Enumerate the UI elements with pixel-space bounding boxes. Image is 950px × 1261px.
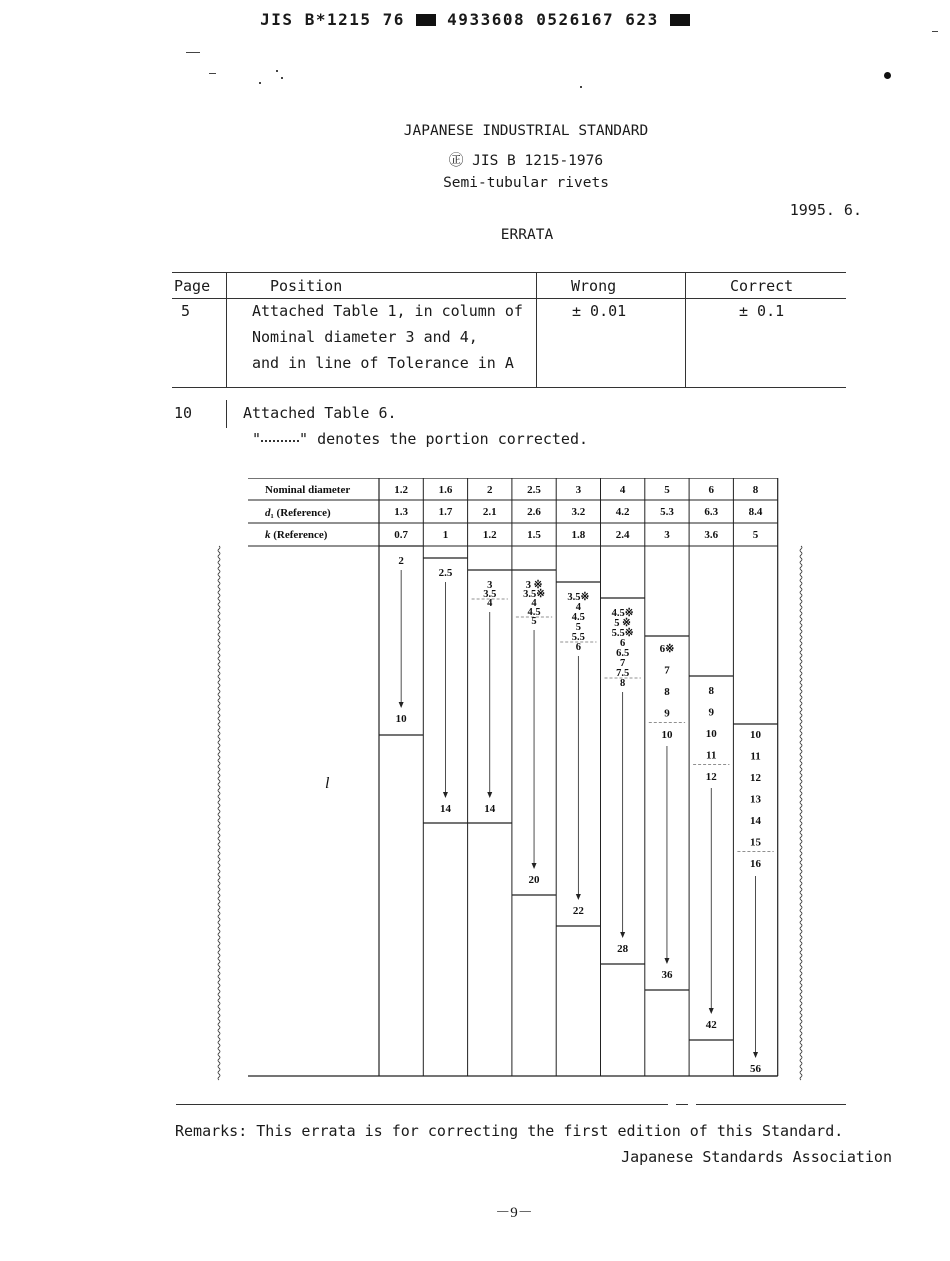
note-text: " denotes the portion corrected.: [299, 430, 589, 448]
table-bottom-rule: [172, 387, 846, 388]
table-top-rule: [172, 272, 846, 273]
footer-rule-segment: [696, 1104, 846, 1105]
label-d1-text: ₁ (Reference): [270, 507, 331, 519]
length-value: 4.5: [527, 607, 541, 618]
length-value: 12: [750, 772, 762, 784]
length-value-max: 14: [439, 803, 451, 815]
length-value: 4: [487, 598, 493, 609]
row1-correct-value: ± 0.1: [739, 302, 785, 320]
header-value: 1.6: [438, 484, 453, 496]
length-value-max: 10: [395, 713, 407, 725]
header-black-block: [416, 14, 436, 26]
header-value: 3.6: [704, 529, 719, 541]
header-value: 0.7: [394, 529, 409, 541]
row1-page: 5: [181, 302, 191, 320]
label-l: l: [325, 775, 330, 792]
label-nominal-diameter: Nominal diameter: [265, 484, 351, 496]
arrow-head-icon: [753, 1052, 758, 1058]
length-value: 10: [750, 729, 762, 741]
association-name: Japanese Standards Association: [621, 1148, 892, 1166]
row2-col-divider: [226, 400, 227, 428]
label-d1-symbol: d: [265, 507, 271, 519]
header-values: [394, 484, 763, 541]
table-col-divider: [685, 272, 686, 388]
length-value-max: 36: [661, 969, 673, 981]
length-value: 2.5: [438, 567, 453, 579]
length-value: 8: [708, 685, 714, 697]
errata-label: ERRATA: [500, 227, 554, 243]
header-value: 2: [487, 484, 493, 496]
length-value: 7: [664, 664, 670, 677]
arrow-head-icon: [399, 702, 404, 708]
standard-name: Semi-tubular rivets: [443, 175, 609, 191]
arrow-head-icon: [709, 1008, 714, 1014]
header-position: Position: [270, 277, 343, 295]
header-value: 1.3: [394, 506, 409, 518]
header-value: 3.2: [571, 506, 586, 518]
length-value: 16: [750, 858, 762, 870]
length-value: 7: [620, 658, 626, 669]
length-value: 10: [661, 729, 673, 741]
length-value: 9: [708, 706, 714, 719]
header-value: 8: [752, 484, 759, 496]
length-value: 6.5: [616, 648, 630, 659]
arrow-head-icon: [620, 932, 625, 938]
length-value: 4: [575, 602, 581, 613]
row1-position-line2: Nominal diameter 3 and 4,: [252, 328, 478, 346]
scan-speck: [209, 73, 216, 74]
arrow-head-icon: [532, 863, 537, 869]
header-value: 8.4: [748, 506, 763, 518]
header-value: 1.7: [438, 506, 453, 518]
header-value: 5.3: [660, 506, 674, 518]
row2-page: 10: [174, 404, 193, 422]
arrow-head-icon: [487, 792, 492, 798]
document-code-header: [0, 10, 950, 29]
header-value: 6.3: [704, 506, 719, 518]
table-wavy-borders: [218, 546, 802, 1080]
header-correct: Correct: [730, 277, 794, 295]
length-value: 3 ※: [525, 580, 543, 591]
header-black-block-end: [670, 14, 690, 26]
length-value: 3.5: [483, 589, 497, 600]
length-value: 3.5※: [567, 592, 590, 603]
label-k-reference: [265, 529, 328, 541]
header-value: 5: [664, 484, 670, 496]
length-value: 6: [620, 638, 626, 649]
length-value: 5.5※: [611, 628, 634, 639]
header-value: 3: [664, 529, 670, 541]
standard-number-text: JIS B 1215-1976: [472, 153, 604, 169]
label-k-text: (Reference): [270, 529, 328, 541]
issue-date: 1995. 6.: [789, 201, 862, 219]
wavy-underline-icon: [261, 436, 299, 442]
length-value: 5.5: [571, 632, 585, 643]
length-value-max: 28: [617, 943, 629, 955]
length-value: 3: [487, 580, 493, 591]
footer-rule-segment: [676, 1104, 688, 1105]
length-value: 3.5※: [523, 589, 546, 600]
table-col-divider: [226, 272, 227, 388]
scan-speck: [580, 86, 582, 88]
length-value: 5: [531, 616, 537, 627]
table-header-rule: [172, 298, 846, 299]
header-value: 1.2: [482, 529, 497, 541]
header-value: 1.2: [394, 484, 409, 496]
scan-speck: [281, 77, 283, 79]
header-code-part1: JIS B*1215 76: [260, 10, 405, 29]
header-value: 6: [708, 484, 714, 496]
standard-number: [0, 149, 950, 170]
length-value: 6: [575, 642, 581, 653]
length-value: 5: [575, 622, 581, 633]
scan-speck: [186, 52, 200, 53]
length-value: 14: [750, 815, 762, 827]
scan-speck: [276, 70, 278, 72]
length-value: 2: [398, 555, 404, 567]
header-wrong: Wrong: [571, 277, 617, 295]
scan-dot: [884, 72, 891, 79]
length-value-max: 22: [572, 905, 584, 917]
header-value: 1.5: [527, 529, 541, 541]
row2-position: Attached Table 6.: [243, 404, 397, 422]
length-value: 8: [620, 678, 626, 689]
page-number: －9－: [495, 1205, 533, 1221]
header-value: 2.6: [527, 506, 541, 518]
length-value: 7.5: [616, 668, 630, 679]
note-open-quote: ": [252, 430, 262, 448]
length-value-max: 14: [484, 803, 496, 815]
header-value: 4.2: [615, 506, 630, 518]
length-value: 6※: [659, 643, 675, 655]
rivet-dimension-table: [205, 478, 810, 1088]
length-value: 11: [706, 749, 717, 762]
header-page: Page: [174, 277, 211, 295]
header-code-part2: 4933608 0526167 623: [447, 10, 659, 29]
length-value: 8: [664, 686, 670, 698]
row1-position-line1: Attached Table 1, in column of: [252, 302, 523, 320]
length-value: 11: [750, 750, 761, 763]
header-value: 1: [442, 529, 449, 541]
header-value: 2.4: [615, 529, 630, 541]
header-value: 2.1: [482, 506, 497, 518]
row1-wrong-value: ± 0.01: [572, 302, 627, 320]
length-value: 13: [750, 793, 762, 806]
length-value: 10: [705, 728, 717, 740]
wavy-border-left: [218, 546, 220, 1080]
table-col-divider: [536, 272, 537, 388]
arrow-head-icon: [443, 792, 448, 798]
label-d1-reference: [265, 507, 331, 519]
length-value: 5 ※: [614, 618, 631, 629]
scan-speck: [259, 82, 261, 84]
standard-title: JAPANESE INDUSTRIAL STANDARD: [403, 123, 649, 139]
remarks: Remarks: This errata is for correcting the first edition of this Standard.: [175, 1122, 844, 1140]
length-value: 15: [750, 836, 762, 849]
header-value: 5: [752, 529, 759, 541]
arrow-head-icon: [664, 958, 669, 964]
arrow-head-icon: [576, 894, 581, 900]
jis-mark-icon: ㊣: [448, 153, 464, 169]
label-k-symbol: k: [265, 529, 271, 541]
header-value: 3: [575, 484, 582, 496]
wavy-border-right: [800, 546, 802, 1080]
header-value: 1.8: [571, 529, 586, 541]
scan-speck: [932, 31, 938, 32]
length-value: 9: [664, 707, 670, 720]
row1-position-line3: and in line of Tolerance in A: [252, 354, 514, 372]
length-value: 4.5※: [611, 608, 634, 619]
length-value: 12: [705, 771, 717, 783]
length-value: 4.5: [571, 612, 585, 623]
length-value-max: 20: [528, 874, 540, 886]
correction-note: [252, 430, 588, 448]
length-value-max: 42: [705, 1019, 717, 1031]
footer-rule: [176, 1104, 668, 1105]
length-value: 4: [531, 598, 537, 609]
length-value-max: 56: [750, 1063, 762, 1075]
header-value: 2.5: [527, 484, 541, 496]
header-value: 4: [619, 484, 626, 496]
